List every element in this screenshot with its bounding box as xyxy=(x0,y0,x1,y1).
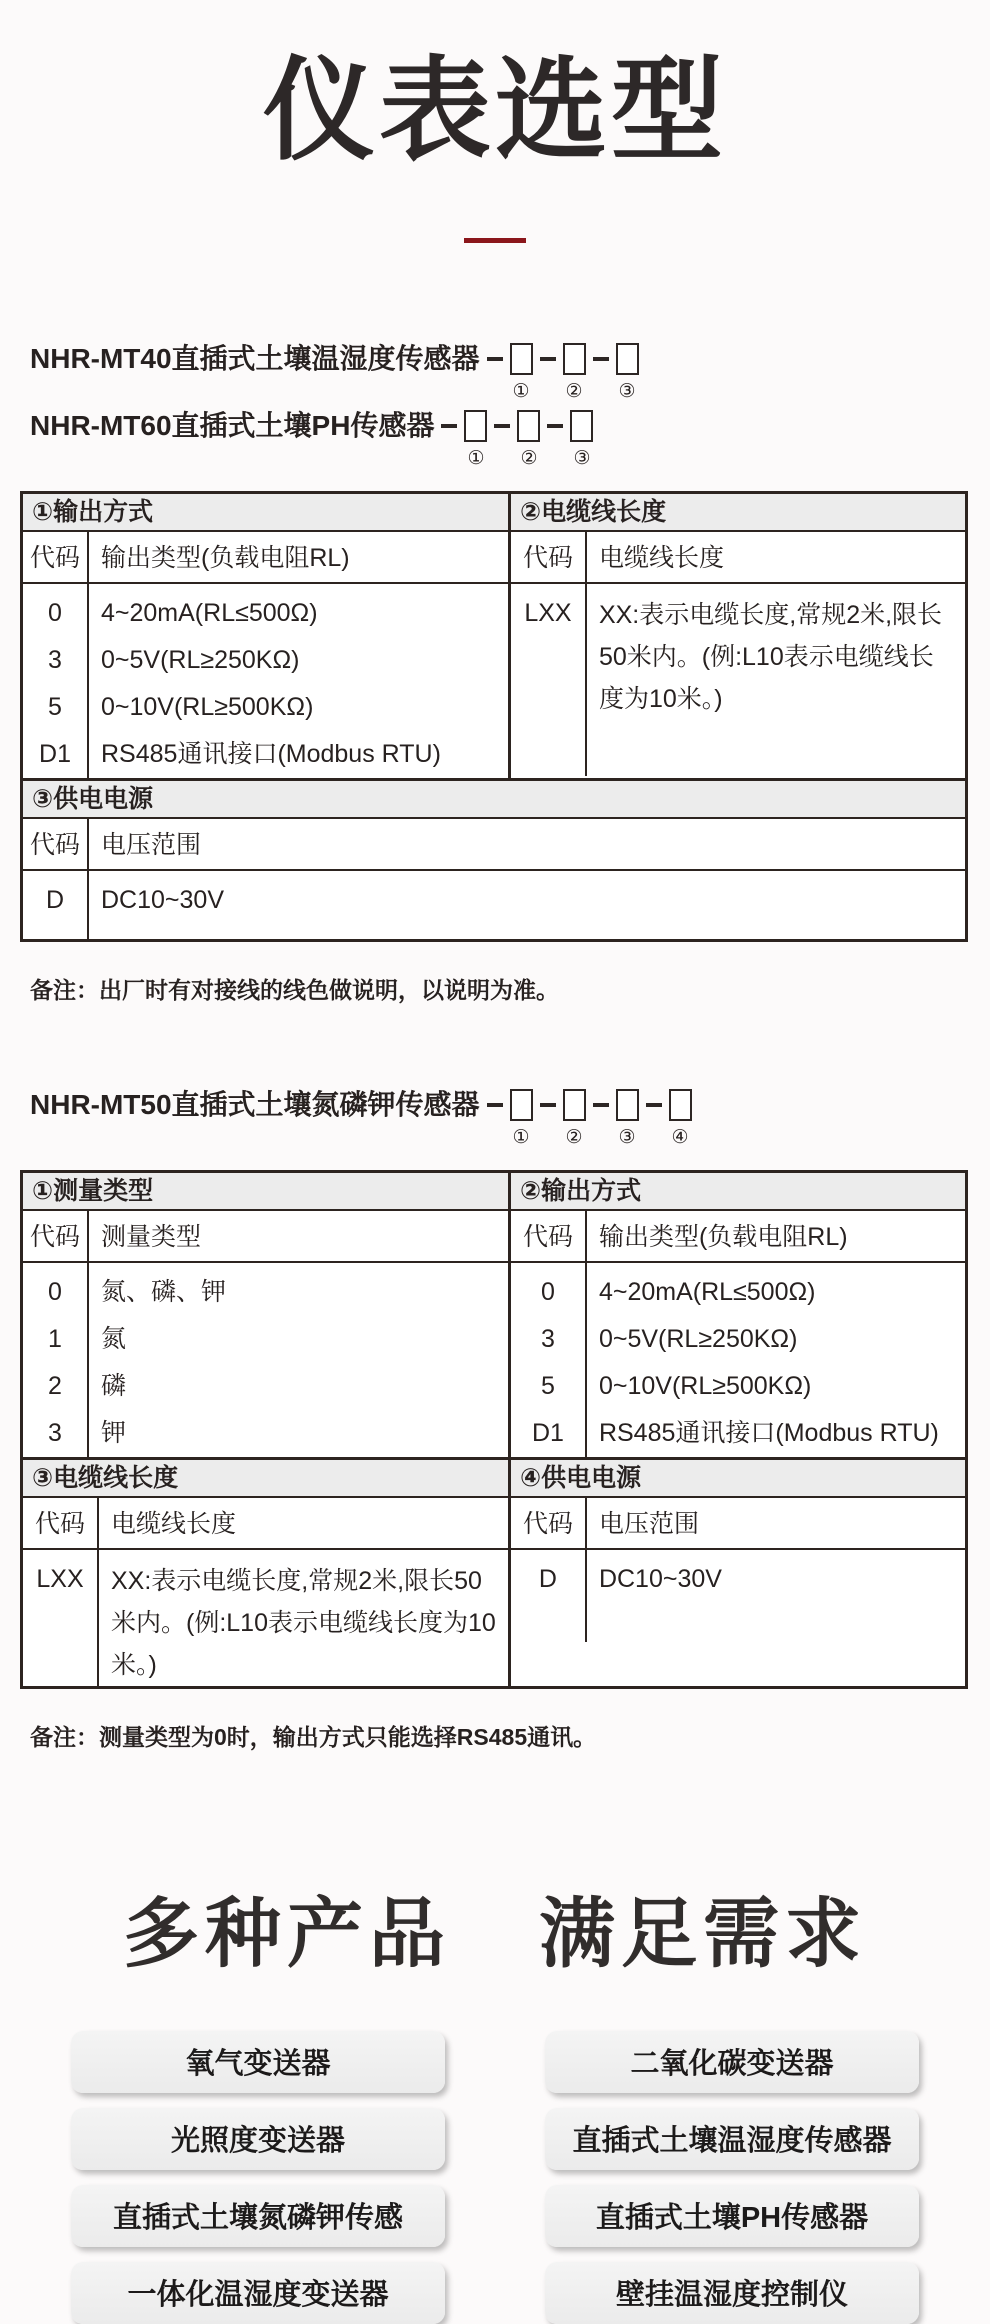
option-code-box xyxy=(517,410,540,442)
code-cell: 0 xyxy=(541,1277,555,1306)
model-code-lines-mt40-mt60 xyxy=(30,343,990,468)
product-button-co2-transmitter[interactable]: 二氧化碳变送器 xyxy=(545,2031,919,2093)
output-mode-subtable xyxy=(511,1173,965,1457)
value-cell: DC10~30V xyxy=(101,885,224,914)
cable-length-subtable xyxy=(23,1460,511,1686)
value-cells xyxy=(89,584,508,778)
value-column-label: 测量类型 xyxy=(101,1222,202,1251)
value-cell: 0~10V(RL≥500KΩ) xyxy=(598,1371,812,1400)
section-header: ③供电电源 xyxy=(23,781,965,819)
products-heading-right: 满足需求 xyxy=(539,1891,867,1977)
power-supply-subtable xyxy=(23,778,965,939)
section-header: ③电缆线长度 xyxy=(23,1460,508,1498)
model-line-mt50 xyxy=(30,1089,990,1147)
value-cell: 氮、磷、钾 xyxy=(101,1277,227,1306)
product-button-soil-ph-sensor[interactable]: 直插式土壤PH传感器 xyxy=(545,2185,919,2247)
code-cell: 1 xyxy=(48,1324,62,1353)
title-underline xyxy=(464,238,526,243)
slot-index: ① xyxy=(467,447,485,469)
power-supply-subtable xyxy=(511,1460,965,1686)
model-slot xyxy=(616,1089,639,1147)
option-code-box xyxy=(563,1089,586,1121)
products-grid xyxy=(0,2031,990,2324)
value-cell: 4~20mA(RL≤500Ω) xyxy=(598,1277,816,1306)
code-column-label: 代码 xyxy=(23,1498,99,1548)
value-column-label: 输出类型(负载电阻RL) xyxy=(598,1222,848,1251)
model-line-mt40 xyxy=(30,343,990,401)
product-button-oxygen-transmitter[interactable]: 氧气变送器 xyxy=(71,2031,445,2093)
dash-separator xyxy=(487,1103,503,1107)
code-column-label: 代码 xyxy=(23,532,89,582)
code-cells xyxy=(511,584,587,776)
note-mt50: 备注：测量类型为0时，输出方式只能选择RS485通讯。 xyxy=(30,1723,597,1750)
code-cells xyxy=(23,1550,99,1686)
dash-separator xyxy=(441,424,457,428)
code-cells xyxy=(511,1550,587,1642)
product-button-illuminance-transmitter[interactable]: 光照度变送器 xyxy=(71,2108,445,2170)
value-cells xyxy=(99,1550,508,1686)
model-name: NHR-MT50直插式土壤氮磷钾传感器 xyxy=(30,1088,480,1120)
value-cell: 钾 xyxy=(101,1418,127,1447)
code-cell: 5 xyxy=(541,1371,555,1400)
option-code-box xyxy=(464,410,487,442)
value-cells xyxy=(587,1550,965,1642)
value-cell: 0~10V(RL≥500KΩ) xyxy=(101,692,314,721)
value-column-label: 电压范围 xyxy=(598,1509,699,1538)
value-cells xyxy=(587,1263,965,1457)
section-header: ②输出方式 xyxy=(511,1173,965,1211)
slot-index: ① xyxy=(512,1126,530,1148)
option-code-box xyxy=(563,343,586,375)
products-section xyxy=(0,1891,990,2324)
code-cell: 0 xyxy=(48,1277,62,1306)
code-cell: LXX xyxy=(36,1564,84,1593)
slot-index: ① xyxy=(512,380,530,402)
model-slot xyxy=(510,343,533,401)
code-cell: D xyxy=(538,1564,557,1593)
option-code-box xyxy=(669,1089,692,1121)
code-column-label: 代码 xyxy=(23,1211,89,1261)
model-slot xyxy=(669,1089,692,1147)
section-header: ②电缆线长度 xyxy=(511,494,965,532)
output-mode-subtable xyxy=(23,494,511,778)
code-cell: LXX xyxy=(524,598,572,627)
code-cell: 5 xyxy=(48,692,62,721)
code-cells xyxy=(23,1263,89,1457)
products-heading xyxy=(0,1891,990,1977)
code-cells xyxy=(23,584,89,778)
model-slot xyxy=(563,1089,586,1147)
value-cells xyxy=(89,1263,508,1457)
code-column-label: 代码 xyxy=(23,819,89,869)
dash-separator xyxy=(494,424,510,428)
code-cell: 2 xyxy=(48,1371,62,1400)
slot-index: ③ xyxy=(618,380,636,402)
model-name: NHR-MT40直插式土壤温湿度传感器 xyxy=(30,342,480,374)
page-title: 仪表选型 xyxy=(263,48,727,173)
value-cell: 0~5V(RL≥250KΩ) xyxy=(101,645,300,674)
dash-separator xyxy=(487,357,503,361)
slot-index: ② xyxy=(565,380,583,402)
value-cell: XX:表示电缆长度,常规2米,限长50米内。(例:L10表示电缆线长度为10米。) xyxy=(598,600,943,713)
model-slot xyxy=(517,410,540,468)
value-cells xyxy=(587,584,965,776)
code-cell: D1 xyxy=(39,739,71,768)
dash-separator xyxy=(547,424,563,428)
products-heading-left: 多种产品 xyxy=(123,1891,451,1977)
code-cell: 3 xyxy=(541,1324,555,1353)
slot-index: ③ xyxy=(573,447,591,469)
model-slot xyxy=(616,343,639,401)
slot-index: ② xyxy=(565,1126,583,1148)
code-cells xyxy=(23,871,89,939)
spec-table-mt50 xyxy=(20,1170,968,1689)
product-button-soil-npk-sensor[interactable]: 直插式土壤氮磷钾传感 xyxy=(71,2185,445,2247)
value-cell: 氮 xyxy=(101,1324,127,1353)
value-cell: RS485通讯接口(Modbus RTU) xyxy=(101,739,441,768)
code-cell: D1 xyxy=(531,1418,564,1447)
code-cell: 3 xyxy=(48,645,62,674)
option-code-box xyxy=(616,1089,639,1121)
dash-separator xyxy=(593,1103,609,1107)
model-slot xyxy=(510,1089,533,1147)
dash-separator xyxy=(540,1103,556,1107)
value-column-label: 电缆线长度 xyxy=(598,543,724,572)
option-code-box xyxy=(510,1089,533,1121)
model-name: NHR-MT60直插式土壤PH传感器 xyxy=(30,409,435,441)
value-cell: 4~20mA(RL≤500Ω) xyxy=(101,598,318,627)
section-header: ①测量类型 xyxy=(23,1173,508,1211)
value-column-label: 输出类型(负载电阻RL) xyxy=(101,543,350,572)
value-column-label: 电压范围 xyxy=(101,830,202,859)
section-header: ①输出方式 xyxy=(23,494,508,532)
dash-separator xyxy=(540,357,556,361)
code-column-label: 代码 xyxy=(511,532,587,582)
model-line-mt60 xyxy=(30,410,990,468)
product-button-soil-temp-humidity-sensor[interactable]: 直插式土壤温湿度传感器 xyxy=(545,2108,919,2170)
code-column-label: 代码 xyxy=(511,1498,587,1548)
code-cells xyxy=(511,1263,587,1457)
slot-index: ② xyxy=(520,447,538,469)
dash-separator xyxy=(593,357,609,361)
code-cell: 3 xyxy=(48,1418,62,1447)
note-mt40-mt60: 备注：出厂时有对接线的线色做说明，以说明为准。 xyxy=(30,976,559,1003)
section-header: ④供电电源 xyxy=(511,1460,965,1498)
value-cell: DC10~30V xyxy=(598,1564,722,1593)
measure-type-subtable xyxy=(23,1173,511,1457)
model-slot xyxy=(570,410,593,468)
cable-length-subtable xyxy=(511,494,965,778)
model-slot xyxy=(464,410,487,468)
value-cell: 磷 xyxy=(101,1371,127,1400)
slot-index: ③ xyxy=(618,1126,636,1148)
product-button-integrated-temp-humidity-transmitter[interactable]: 一体化温湿度变送器 xyxy=(71,2262,445,2324)
code-column-label: 代码 xyxy=(511,1211,587,1261)
model-slot xyxy=(563,343,586,401)
spec-table-mt40-mt60 xyxy=(20,491,968,942)
code-cell: 0 xyxy=(48,598,62,627)
product-button-wall-mounted-temp-humidity-controller[interactable]: 壁挂温湿度控制仪 xyxy=(545,2262,919,2324)
slot-index: ④ xyxy=(671,1126,689,1148)
code-cell: D xyxy=(45,885,65,914)
option-code-box xyxy=(570,410,593,442)
value-cells xyxy=(89,871,965,939)
dash-separator xyxy=(646,1103,662,1107)
value-cell: XX:表示电缆长度,常规2米,限长50米内。(例:L10表示电缆线长度为10米。) xyxy=(111,1566,496,1679)
option-code-box xyxy=(510,343,533,375)
value-cell: RS485通讯接口(Modbus RTU) xyxy=(598,1418,939,1447)
model-code-line-mt50 xyxy=(30,1089,990,1147)
value-cell: 0~5V(RL≥250KΩ) xyxy=(598,1324,798,1353)
value-column-label: 电缆线长度 xyxy=(111,1509,237,1538)
option-code-box xyxy=(616,343,639,375)
